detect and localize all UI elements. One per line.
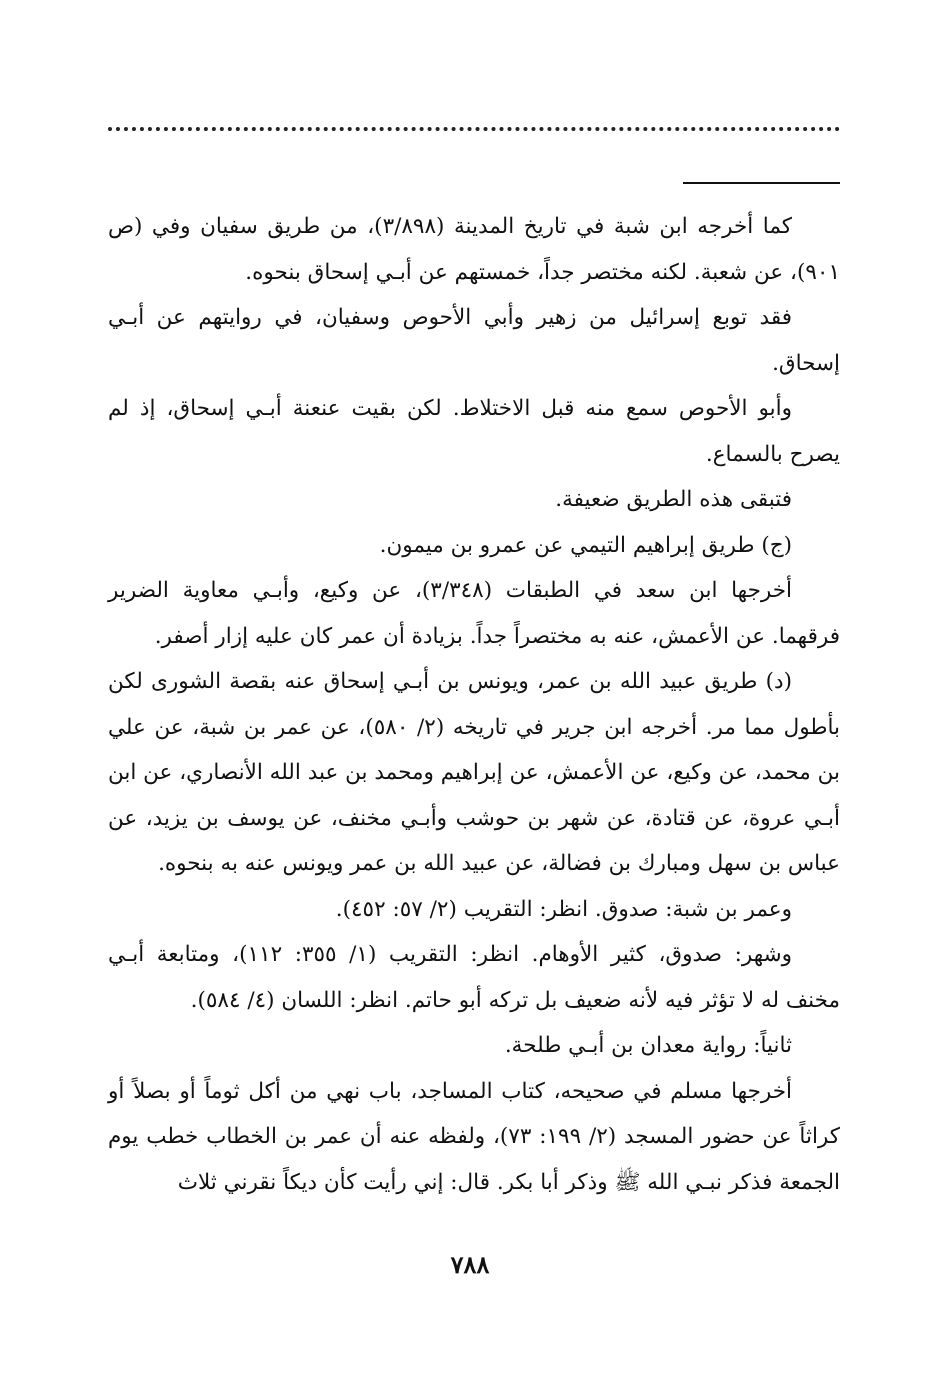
footnote-separator-line — [683, 182, 840, 184]
paragraph: وشهر: صدوق، كثير الأوهام. انظر: التقريب (١/ ٣٥٥: ١١٢)، ومتابعة أبـي مخنف له لا تؤثر فيه لأنه ضعيف بل تركه أبو حاتم. انظر: اللسان (٤/ ٥٨٤). — [108, 942, 840, 1013]
paragraph: (د) طريق عبيد الله بن عمر، ويونس بن أبـي إسحاق عنه بقصة الشورى لكن بأطول مما مر. أخرجه ابن جرير في تاريخه (٢/ ٥٨٠)، عن عمر بن شبة، عن علي بن محمد، عن وكيع، عن الأعمش، عن إبراهيم ومحمد بن عبد الله الأنصاري، عن ابن أبـي عروة، عن قتادة، عن شهر بن حوشب وأبـي مخنف، عن يوسف بن يزيد، عن عباس بن سهل ومبارك بن فضالة، عن عبيد الله بن عمر ويونس عنه به بنحوه. — [108, 669, 841, 876]
paragraph: أخرجها ابن سعد في الطبقات (٣/٣٤٨)، عن وكيع، وأبـي معاوية الضرير فرقهما. عن الأعمش، عنه به مختصراً جداً. بزيادة أن عمر كان عليه إزار أصفر. — [108, 578, 840, 649]
paragraph: وأبو الأحوص سمع منه قبل الاختلاط. لكن بقيت عنعنة أبـي إسحاق، إذ لم يصرح بالسماع. — [108, 396, 840, 467]
top-dotted-separator — [108, 127, 840, 131]
paragraph: فتبقى هذه الطريق ضعيفة. — [555, 487, 792, 512]
paragraph: (ج) طريق إبراهيم التيمي عن عمرو بن ميمون. — [379, 532, 792, 558]
paragraph: فقد توبع إسرائيل من زهير وأبي الأحوص وسفيان، في روايتهم عن أبـي إسحاق. — [108, 305, 840, 376]
page-number: ٧٨٨ — [450, 1250, 490, 1279]
footnote-text-block — [108, 204, 840, 1205]
paragraph: أخرجها مسلم في صحيحه، كتاب المساجد، باب نهي من أكل ثوماً أو بصلاً أو كراثاً عن حضور المسجد (٢/ ١٩٩: ٧٣)، ولفظه عنه أن عمر بن الخطاب خطب يوم الجمعة فذكر نبـي الله ﷺ وذكر أبا بكر. قال: إني رأيت كأن ديكاً نقرني ثلاث — [108, 1078, 841, 1195]
paragraph: كما أخرجه ابن شبة في تاريخ المدينة (٣/٨٩٨)، من طريق سفيان وفي (ص ٩٠١)، عن شعبة. لكنه مختصر جداً، خمستهم عن أبـي إسحاق بنحوه. — [108, 214, 840, 285]
paragraph: ثانياً: رواية معدان بن أبـي طلحة. — [504, 1033, 792, 1058]
paragraph: وعمر بن شبة: صدوق. انظر: التقريب (٢/ ٥٧: ٤٥٢). — [335, 896, 792, 922]
